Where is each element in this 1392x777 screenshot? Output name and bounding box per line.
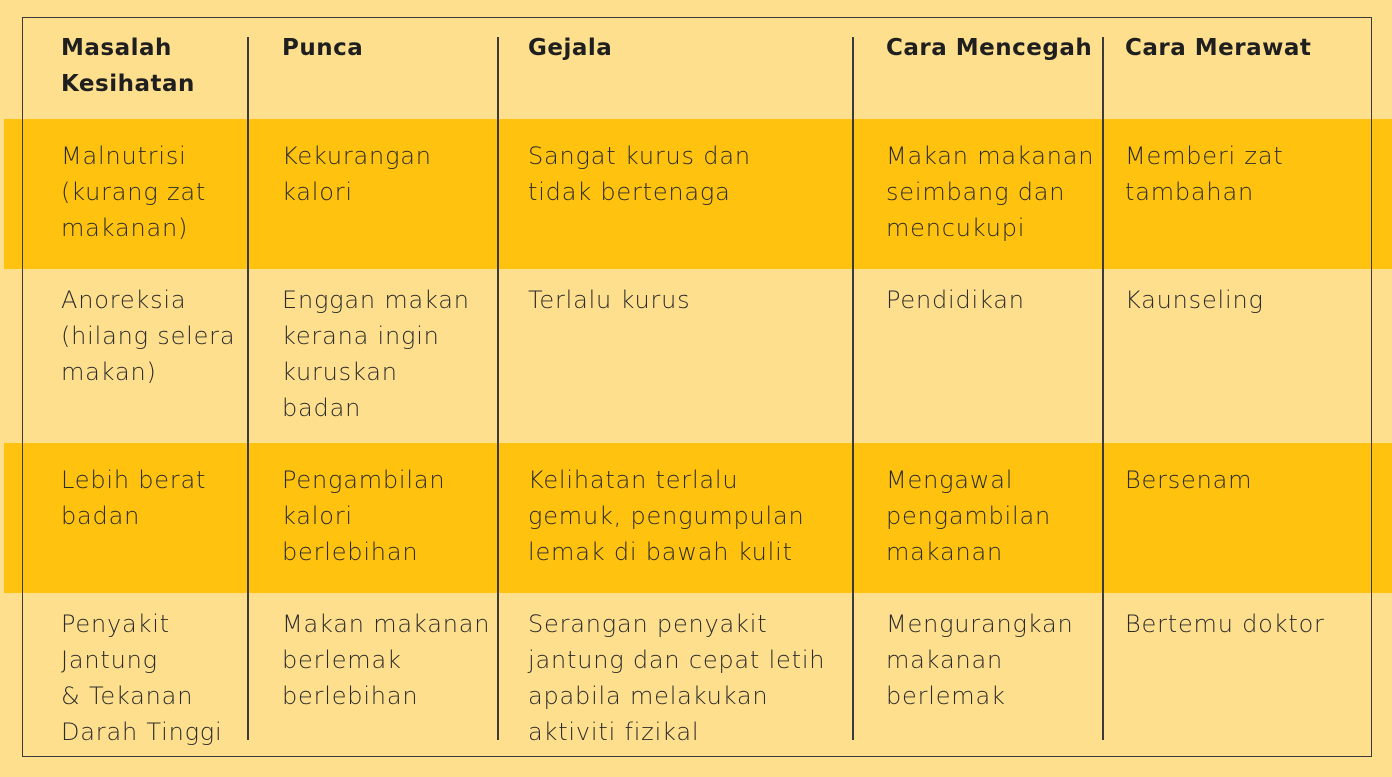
header-gejala: Gejala — [528, 35, 613, 61]
header-punca: Punca — [282, 35, 364, 61]
table-cell: Enggan makan kerana ingin kuruskan badan — [282, 286, 470, 422]
header-cara-merawat: Cara Merawat — [1125, 35, 1312, 61]
table-cell: Sangat kurus dan tidak bertenaga — [528, 142, 751, 206]
table-cell: Makan makanan seimbang dan mencukupi — [886, 142, 1095, 242]
table-cell: Malnutrisi (kurang zat makanan) — [61, 142, 207, 242]
table-cell: Lebih berat badan — [61, 466, 207, 530]
table-cell: Pengambilan kalori berlebihan — [282, 466, 446, 566]
table-cell: Mengurangkan makanan berlemak — [886, 610, 1074, 710]
table-cell: Anoreksia (hilang selera makan) — [61, 286, 236, 386]
header-cara-mencegah: Cara Mencegah — [886, 35, 1093, 61]
table-cell: Pendidikan — [886, 286, 1025, 314]
column-divider-1 — [247, 37, 249, 740]
table-cell: Mengawal pengambilan makanan — [886, 466, 1051, 566]
table-cell: Memberi zat tambahan — [1125, 142, 1284, 206]
table-cell: Serangan penyakit jantung dan cepat letih apabila melakukan aktiviti fizikal — [528, 610, 826, 746]
table-cell: Kekurangan kalori — [282, 142, 432, 206]
table-cell: Bertemu doktor — [1125, 610, 1325, 638]
column-divider-3 — [852, 37, 854, 740]
table-cell: Kaunseling — [1125, 286, 1264, 314]
header-masalah-kesihatan: Masalah Kesihatan — [61, 35, 195, 97]
table-cell: Makan makanan berlemak berlebihan — [282, 610, 491, 710]
column-divider-4 — [1102, 37, 1104, 740]
table-cell: Penyakit Jantung & Tekanan Darah Tinggi — [61, 610, 223, 746]
table-cell: Bersenam — [1125, 466, 1253, 494]
table-cell: Kelihatan terlalu gemuk, pengumpulan lemak di bawah kulit — [528, 466, 805, 566]
column-divider-2 — [497, 37, 499, 740]
table-cell: Terlalu kurus — [528, 286, 691, 314]
